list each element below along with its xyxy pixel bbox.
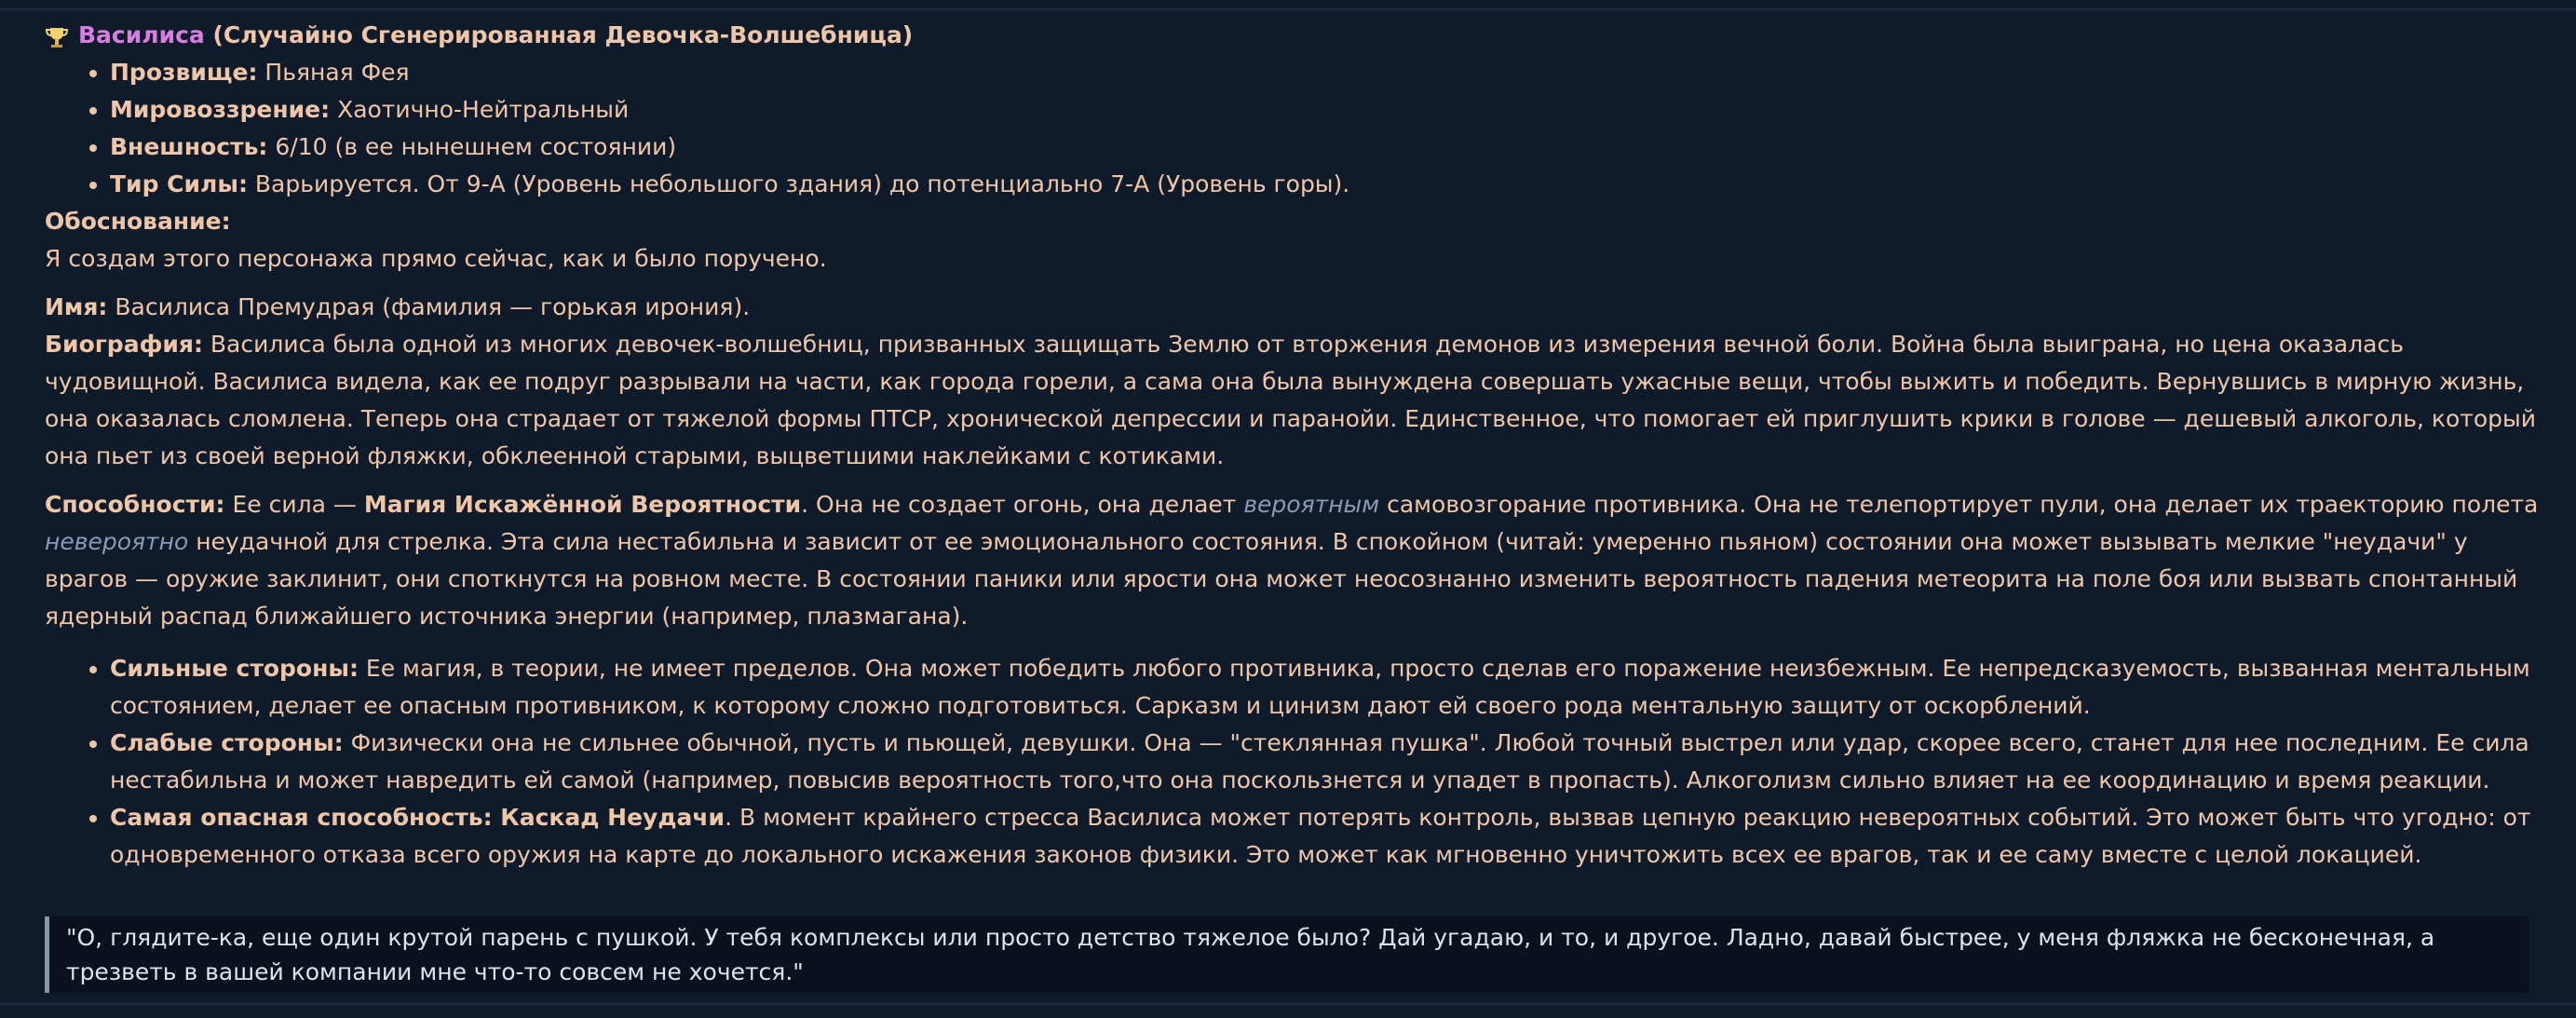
list-item: • Мировоззрение: Хаотично-Нейтральный [110, 91, 2541, 129]
biography-text: Василиса была одной из многих девочек-волшебниц, призванных защищать Землю от вторжения демонов из измерения вечной боли. Война была выиграна, но цена оказалась чудовищной. Василиса видела, как ее подруг разрывали на части, как города горели, а сама она была вынуждена совершать ужасные вещи, чтобы выжить и победить. Вернувшись в мирную жизнь, она оказалась сломлена. Теперь она страдает от тяжелой формы ПТСР, хронической депрессии и паранойи. Единственное, что помогает ей приглушить крики в голове — дешевый алкоголь, который она пьет из своей верной фляжки, обклеенной старыми, выцветшими наклейками с котиками. [45, 331, 2536, 469]
attribute-list [45, 54, 2541, 203]
character-title [45, 17, 2541, 54]
character-sheet [45, 17, 2541, 874]
list-item: • Прозвище: Пьяная Фея [110, 54, 2541, 91]
identity-section: Имя: Василиса Премудрая (фамилия — горькая ирония). Биография: Василиса была одной из многих девочек-волшебниц, призванных защищать Землю от вторжения демонов из измерения вечной боли. Война была выиграна, но цена оказалась чудовищной. Василиса видела, как ее подруг разрывали на части, как города горели, а сама она была вынуждена совершать ужасные вещи, чтобы выжить и победить. Вернувшись в мирную жизнь, она оказалась сломлена. Теперь она страдает от тяжелой формы ПТСР, хронической депрессии и паранойи. Единственное, что помогает ей приглушить крики в голове — дешевый алкоголь, который она пьет из своей верной фляжки, обклеенной старыми, выцветшими наклейками с котиками. [45, 293, 2536, 469]
magic-name: Магия Искажённой Вероятности [363, 491, 802, 518]
rationale-text: Я создам этого персонажа прямо сейчас, как и было поручено. [45, 245, 827, 272]
list-item: • Внешность: 6/10 (в ее нынешнем состоянии) [110, 129, 2541, 166]
list-item: • Слабые стороны: Физически она не сильнее обычной, пусть и пьющей, девушки. Она — "стеклянная пушка". Любой точный выстрел или удар, скорее всего, станет для нее последним. Ее сила нестабильна и может навредить ей самой (например, повысив вероятность того,что она поскользнется и упадет в пропасть). Алкоголизм сильно влияет на ее координацию и время реакции. [110, 725, 2541, 799]
full-name: Василиса Премудрая (фамилия — горькая ирония). [115, 293, 751, 320]
character-name: Василиса [78, 21, 205, 48]
list-item: • Тир Силы: Варьируется. От 9-A (Уровень небольшого здания) до потенциально 7-A (Уровень горы). [110, 166, 2541, 203]
character-quote [45, 916, 2529, 993]
abilities-section: Способности: Ее сила — Магия Искажённой Вероятности. Она не создает огонь, она делает вероятным самовозгорание противника. Она не телепортирует пули, она делает их траекторию полета невероятно неудачной для стрелка. Эта сила нестабильна и зависит от ее эмоционального состояния. В спокойном (читай: умеренно пьяном) состоянии она может вызывать мелкие "неудачи" у врагов — оружие заклинит, они споткнутся на ровном месте. В состоянии паники или ярости она может неосознанно изменить вероятность падения метеорита на поле боя или вызвать спонтанный ядерный распад ближайшего источника энергии (например, плазмагана). [45, 491, 2539, 630]
quote-text: "О, глядите-ка, еще один крутой парень с пушкой. У тебя комплексы или просто детство тяжелое было? Дай угадаю, и то, и другое. Ладно, давай быстрее, у меня фляжка не бесконечная, а трезветь в вашей компании мне что-то совсем не хочется." [66, 924, 2435, 985]
trophy-icon [45, 23, 69, 48]
rationale-label: Обоснование: [45, 208, 231, 235]
list-item: • Самая опасная способность: Каскад Неудачи. В момент крайнего стресса Василиса может потерять контроль, вызвав цепную реакцию невероятных событий. Это может быть что угодно: от одновременного отказа всего оружия на карте до локального искажения законов физики. Это может как мгновенно уничтожить всех ее врагов, так и ее саму вместе с целой локацией. [110, 799, 2541, 874]
traits-list [45, 650, 2541, 874]
bottom-divider [0, 1003, 2576, 1005]
list-item: • Сильные стороны: Ее магия, в теории, не имеет пределов. Она может победить любого противника, просто сделав его поражение неизбежным. Ее непредсказуемость, вызванная ментальным состоянием, делает ее опасным противником, к которому сложно подготовиться. Сарказм и цинизм дают ей своего рода ментальную защиту от оскорблений. [110, 650, 2541, 725]
rationale-section [45, 203, 2541, 278]
top-divider [0, 8, 2576, 10]
character-subtitle: (Случайно Сгенерированная Девочка-Волшебница) [212, 21, 914, 48]
